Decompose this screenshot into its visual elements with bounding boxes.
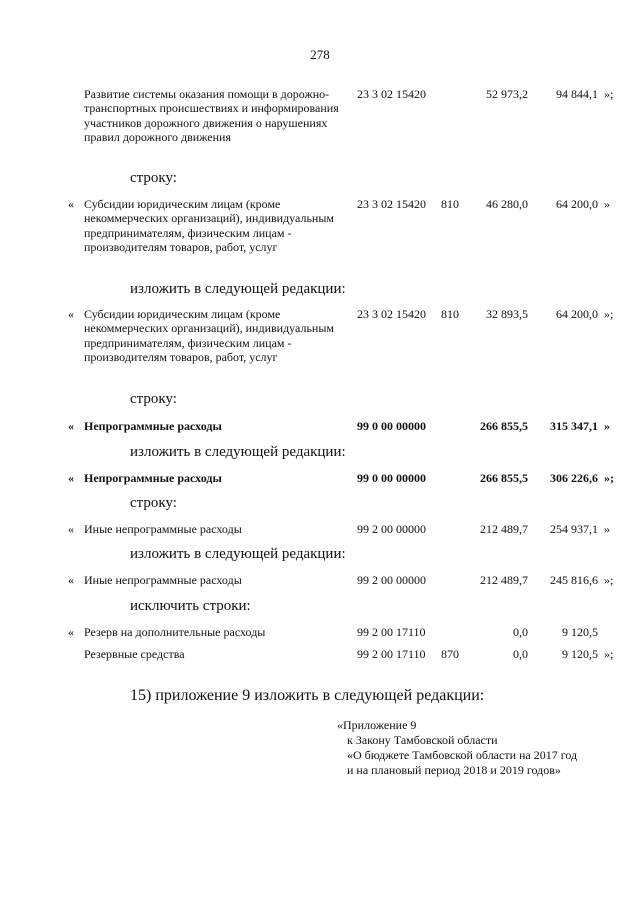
instruction-stroku: строку:: [130, 495, 177, 511]
row-name: Субсидии юридическим лицам (кроме некоммерческих организаций), индивидуальным предпринимателям, физическим лицам - производителям товаров, работ, услуг: [84, 197, 334, 255]
appendix-line: «О бюджете Тамбовской области на 2017 год: [347, 748, 578, 762]
row-open-quote: «: [68, 625, 74, 639]
row-value-2017: 266 855,5: [480, 471, 528, 485]
row-closing-quote: »;: [604, 647, 614, 661]
row-open-quote: «: [68, 419, 74, 433]
row-value-2018: 254 937,1: [550, 522, 598, 536]
appendix-header: [337, 718, 577, 778]
instruction-stroku: строку:: [130, 391, 177, 407]
row-vr: 810: [441, 197, 459, 211]
instruction-izlozhit: изложить в следующей редакции:: [130, 444, 346, 460]
row-code: 99 2 00 00000: [357, 522, 426, 536]
row-code: 23 3 02 15420: [357, 197, 426, 211]
row-value-2017: 46 280,0: [486, 197, 528, 211]
appendix-line: «Приложение 9: [337, 718, 417, 732]
row-open-quote: «: [68, 471, 74, 485]
row-value-2018: 245 816,6: [550, 573, 598, 587]
row-open-quote: «: [68, 307, 74, 321]
instruction-stroku: строку:: [130, 170, 177, 186]
row-vr: 810: [441, 307, 459, 321]
row-code: 99 0 00 00000: [357, 419, 426, 433]
row-code: 99 2 00 17110: [357, 625, 426, 639]
row-value-2017: 212 489,7: [480, 522, 528, 536]
row-name: Иные непрограммные расходы: [84, 522, 242, 536]
row-code: 99 2 00 00000: [357, 573, 426, 587]
row-name: Субсидии юридическим лицам (кроме некоммерческих организаций), индивидуальным предпринимателям, физическим лицам - производителям товаров, работ, услуг: [84, 307, 334, 365]
row-value-2017: 0,0: [513, 647, 528, 661]
instruction-isklyuchit: исключить строки:: [130, 598, 251, 614]
row-value-2017: 0,0: [513, 625, 528, 639]
row-closing-quote: »: [604, 419, 610, 433]
row-name: Резервные средства: [84, 647, 185, 661]
row-open-quote: «: [68, 522, 74, 536]
row-closing-quote: »;: [604, 471, 614, 485]
row-value-2017: 32 893,5: [486, 307, 528, 321]
row-vr: 870: [441, 647, 459, 661]
row-code: 23 3 02 15420: [357, 87, 426, 101]
row-name: Развитие системы оказания помощи в дорожно-транспортных происшествиях и информирования участников дорожного движения о нарушениях правил дорожного движения: [84, 87, 339, 145]
row-code: 99 2 00 17110: [357, 647, 426, 661]
row-value-2017: 212 489,7: [480, 573, 528, 587]
row-name: Иные непрограммные расходы: [84, 573, 242, 587]
row-open-quote: «: [68, 573, 74, 587]
row-closing-quote: »;: [604, 307, 614, 321]
instruction-izlozhit: изложить в следующей редакции:: [130, 546, 346, 562]
instruction-izlozhit: изложить в следующей редакции:: [130, 281, 346, 297]
row-value-2018: 64 200,0: [556, 307, 598, 321]
row-open-quote: «: [68, 197, 74, 211]
row-value-2018: 306 226,6: [550, 471, 598, 485]
row-value-2018: 64 200,0: [556, 197, 598, 211]
row-value-2017: 266 855,5: [480, 419, 528, 433]
row-value-2018: 9 120,5: [562, 625, 598, 639]
row-closing-quote: »: [604, 522, 610, 536]
row-name: Непрограммные расходы: [84, 471, 222, 485]
row-code: 23 3 02 15420: [357, 307, 426, 321]
row-name: Резерв на дополнительные расходы: [84, 625, 266, 639]
row-name: Непрограммные расходы: [84, 419, 222, 433]
item-15-heading: 15) приложение 9 изложить в следующей редакции:: [130, 687, 485, 704]
row-closing-quote: »;: [604, 573, 614, 587]
page-number: 278: [310, 47, 330, 62]
row-code: 99 0 00 00000: [357, 471, 426, 485]
row-value-2018: 94 844,1: [556, 87, 598, 101]
row-closing-quote: »;: [604, 87, 614, 101]
appendix-line: к Закону Тамбовской области: [347, 733, 498, 747]
appendix-line: и на плановый период 2018 и 2019 годов»: [347, 763, 561, 777]
row-value-2017: 52 973,2: [486, 87, 528, 101]
row-closing-quote: »: [604, 197, 610, 211]
row-value-2018: 9 120,5: [562, 647, 598, 661]
row-value-2018: 315 347,1: [550, 419, 598, 433]
